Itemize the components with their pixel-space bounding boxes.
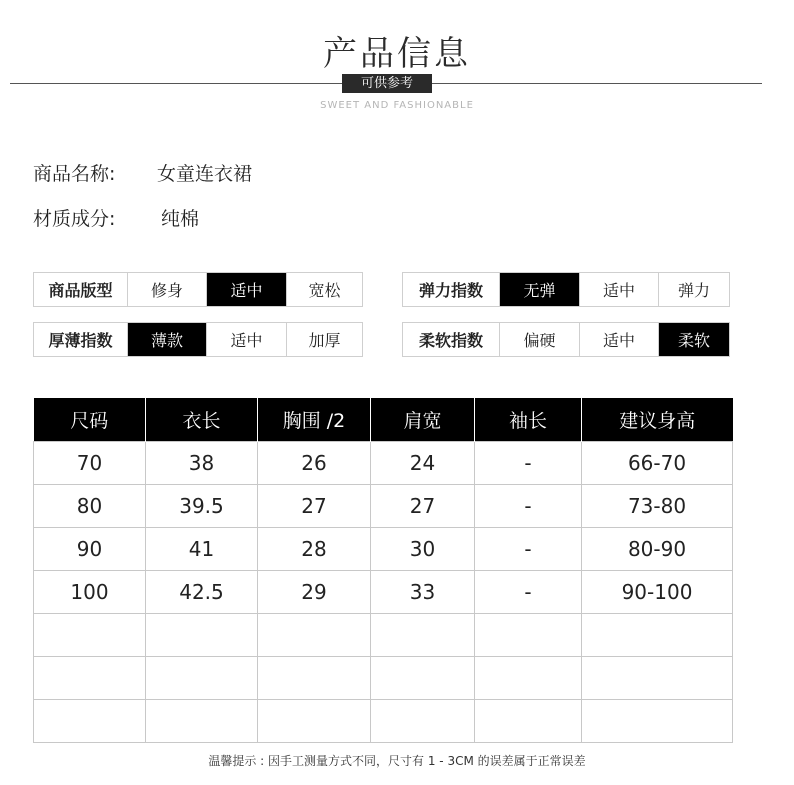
attr-thickness <box>33 322 363 357</box>
attr-option: 修身 <box>127 273 206 306</box>
attr-label: 厚薄指数 <box>48 331 113 350</box>
table-cell: - <box>475 442 582 485</box>
table-cell: 80 <box>34 485 146 528</box>
attr-option: 适中 <box>206 323 286 356</box>
table-cell: 66-70 <box>582 442 733 485</box>
info-value: 纯棉 <box>161 208 200 230</box>
table-cell: 27 <box>371 485 475 528</box>
info-material <box>33 204 199 231</box>
table-cell: 30 <box>371 528 475 571</box>
table-cell: 80-90 <box>582 528 733 571</box>
attr-option: 适中 <box>206 273 286 306</box>
table-cell: - <box>475 485 582 528</box>
table-cell <box>258 657 371 700</box>
table-cell <box>371 657 475 700</box>
table-cell <box>371 614 475 657</box>
attr-softness <box>402 322 730 357</box>
attr-option: 薄款 <box>127 323 206 356</box>
table-cell: 90 <box>34 528 146 571</box>
table-cell: 26 <box>258 442 371 485</box>
attr-option: 柔软 <box>658 323 729 356</box>
info-label: 商品名称: <box>33 163 116 185</box>
header-chest: 胸围 /2 <box>258 398 371 442</box>
attr-option: 适中 <box>579 323 658 356</box>
table-cell: 38 <box>146 442 258 485</box>
table-row <box>34 571 733 614</box>
table-cell <box>146 614 258 657</box>
table-cell: 100 <box>34 571 146 614</box>
table-cell <box>258 614 371 657</box>
attr-option: 偏硬 <box>499 323 579 356</box>
table-cell: 73-80 <box>582 485 733 528</box>
attr-option: 加厚 <box>286 323 362 356</box>
table-cell <box>475 700 582 743</box>
table-cell <box>34 614 146 657</box>
table-cell: 41 <box>146 528 258 571</box>
table-cell: 70 <box>34 442 146 485</box>
table-cell <box>258 700 371 743</box>
table-cell <box>475 657 582 700</box>
header-height: 建议身高 <box>582 398 733 442</box>
header-size: 尺码 <box>34 398 146 442</box>
table-cell: 27 <box>258 485 371 528</box>
table-row <box>34 528 733 571</box>
info-label: 材质成分: <box>33 208 116 230</box>
info-value: 女童连衣裙 <box>157 163 253 185</box>
table-cell: - <box>475 571 582 614</box>
table-cell <box>475 614 582 657</box>
table-cell: 24 <box>371 442 475 485</box>
attr-elasticity <box>402 272 730 307</box>
table-cell: 29 <box>258 571 371 614</box>
info-product-name <box>33 159 252 186</box>
table-row <box>34 614 733 657</box>
table-cell <box>146 700 258 743</box>
table-cell <box>34 657 146 700</box>
header-sleeve: 袖长 <box>475 398 582 442</box>
table-cell <box>146 657 258 700</box>
table-cell <box>582 657 733 700</box>
size-table-header <box>34 398 733 442</box>
attr-label: 商品版型 <box>48 281 113 300</box>
size-table <box>33 398 733 743</box>
attr-option: 无弹 <box>499 273 579 306</box>
table-cell <box>582 614 733 657</box>
table-cell: 28 <box>258 528 371 571</box>
table-cell <box>582 700 733 743</box>
attr-fit <box>33 272 363 307</box>
table-row <box>34 657 733 700</box>
table-cell: 39.5 <box>146 485 258 528</box>
attr-option: 宽松 <box>286 273 362 306</box>
reference-badge: 可供参考 <box>342 74 432 93</box>
table-cell: - <box>475 528 582 571</box>
table-row <box>34 485 733 528</box>
table-cell <box>34 700 146 743</box>
table-cell: 33 <box>371 571 475 614</box>
table-row <box>34 442 733 485</box>
attr-option: 适中 <box>579 273 658 306</box>
header-length: 衣长 <box>146 398 258 442</box>
page-subtitle: SWEET AND FASHIONABLE <box>320 100 474 111</box>
table-row <box>34 700 733 743</box>
attr-option: 弹力 <box>658 273 729 306</box>
header-shoulder: 肩宽 <box>371 398 475 442</box>
measurement-note: 温馨提示 : 因手工测量方式不同，尺寸有 1 - 3CM 的误差属于正常误差 <box>208 754 586 768</box>
attr-label: 柔软指数 <box>418 331 483 350</box>
attr-label: 弹力指数 <box>418 281 483 300</box>
table-cell <box>371 700 475 743</box>
table-cell: 90-100 <box>582 571 733 614</box>
page-title: 产品信息 <box>323 34 471 74</box>
table-cell: 42.5 <box>146 571 258 614</box>
